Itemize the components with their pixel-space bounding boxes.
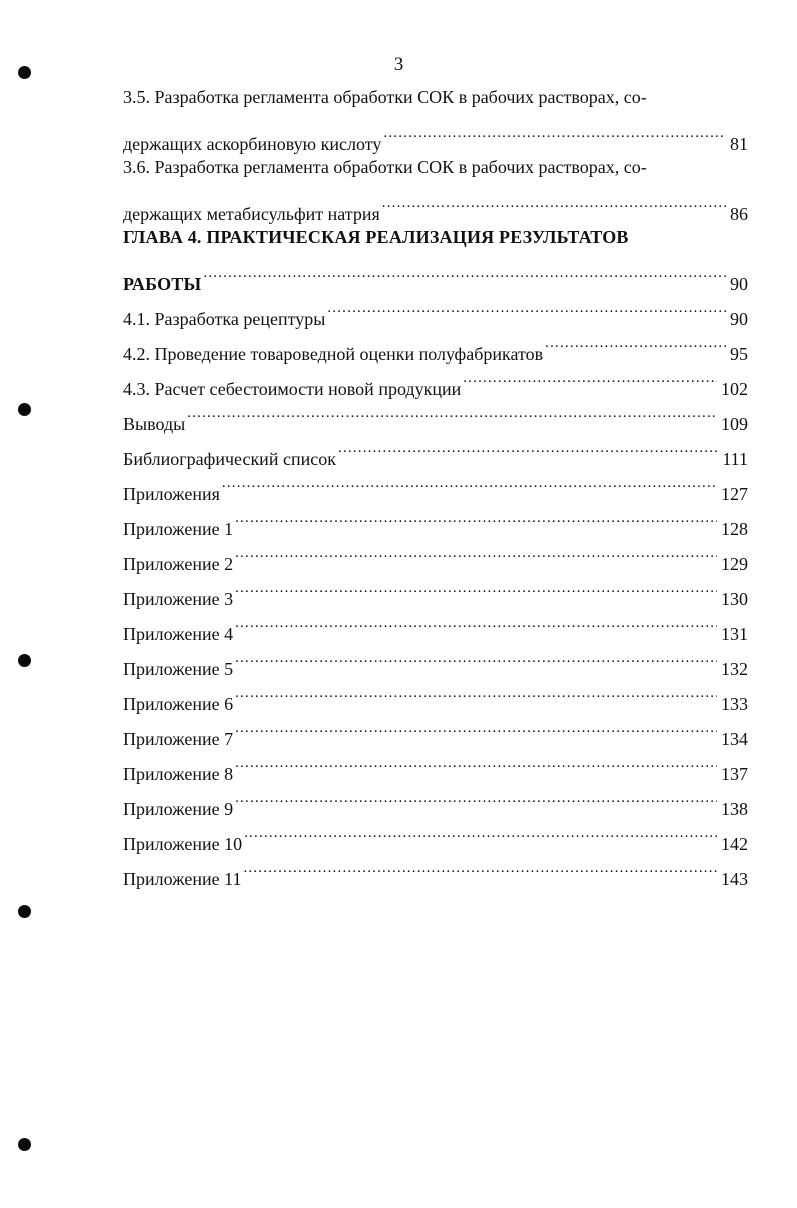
- toc-entry-4-1: [123, 290, 748, 329]
- toc-entry-page: 134: [721, 729, 748, 749]
- toc-entry-page: 142: [721, 834, 748, 854]
- dot-leader: [235, 570, 717, 605]
- toc-entry-page: 90: [730, 274, 748, 294]
- dot-leader: [235, 605, 717, 640]
- toc-entry-title: Приложение 6: [123, 694, 234, 714]
- toc-entry-page: 133: [721, 694, 748, 714]
- dot-leader: [235, 710, 717, 745]
- dot-leader: [463, 360, 717, 395]
- toc-entry-title: Выводы: [123, 414, 186, 434]
- dot-leader: [203, 255, 726, 290]
- toc-entry-3-5-line1: 3.5. Разработка регламента обработки СОК в рабочих растворах, со-: [123, 87, 647, 107]
- toc-entry-title: Приложение 9: [123, 799, 234, 819]
- toc-entry-page: 130: [721, 589, 748, 609]
- table-of-contents: [123, 80, 748, 889]
- dot-leader: [187, 395, 717, 430]
- toc-entry-3-5: [123, 115, 748, 154]
- toc-entry-page: 128: [721, 519, 748, 539]
- dot-leader: [244, 815, 717, 850]
- toc-entry-title: держащих метабисульфит натрия: [123, 204, 380, 224]
- dot-leader: [243, 850, 717, 885]
- dot-leader: [338, 430, 718, 465]
- toc-entry-page: 95: [730, 344, 748, 364]
- toc-entry-page: 137: [721, 764, 748, 784]
- dot-leader: [235, 535, 717, 570]
- toc-entry-title: Приложения: [123, 484, 220, 504]
- toc-chapter-4-line1: ГЛАВА 4. ПРАКТИЧЕСКАЯ РЕАЛИЗАЦИЯ РЕЗУЛЬТАТОВ: [123, 227, 629, 247]
- toc-entry-page: 138: [721, 799, 748, 819]
- toc-entry-page: 127: [721, 484, 748, 504]
- dot-leader: [222, 465, 717, 500]
- dot-leader: [235, 745, 717, 780]
- toc-entry-title: Приложение 1: [123, 519, 234, 539]
- toc-entry-title: 4.2. Проведение товароведной оценки полуфабрикатов: [123, 344, 544, 364]
- toc-entry-title: Приложение 3: [123, 589, 234, 609]
- toc-entry-title: Приложение 4: [123, 624, 234, 644]
- dot-leader: [235, 780, 717, 815]
- dot-leader: [235, 675, 717, 710]
- toc-entry-title: Приложение 5: [123, 659, 234, 679]
- dot-leader: [235, 640, 717, 675]
- toc-entry-page: 102: [721, 379, 748, 399]
- toc-entry-page: 90: [730, 309, 748, 329]
- punch-hole-2: [18, 403, 31, 416]
- toc-entry-conclusions: [123, 395, 748, 434]
- toc-entry-title: держащих аскорбиновую кислоту: [123, 134, 382, 154]
- toc-entry-title: Приложение 7: [123, 729, 234, 749]
- dot-leader: [327, 290, 726, 325]
- toc-entry-title: 4.3. Расчет себестоимости новой продукции: [123, 379, 462, 399]
- punch-hole-4: [18, 905, 31, 918]
- toc-entry-page: 143: [721, 869, 748, 889]
- dot-leader: [383, 115, 726, 150]
- toc-entry-3-6: [123, 185, 748, 224]
- toc-entry-page: 132: [721, 659, 748, 679]
- toc-entry-title: Приложение 10: [123, 834, 243, 854]
- toc-entry-title: Приложение 11: [123, 869, 242, 889]
- punch-hole-5: [18, 1138, 31, 1151]
- toc-entry-bibliography: [123, 430, 748, 469]
- punch-hole-3: [18, 654, 31, 667]
- toc-entry-title: Приложение 8: [123, 764, 234, 784]
- toc-entry-page: 81: [730, 134, 748, 154]
- toc-entry-3-6-line1: 3.6. Разработка регламента обработки СОК в рабочих растворах, со-: [123, 157, 647, 177]
- toc-chapter-4: [123, 255, 748, 294]
- toc-entry-page: 86: [730, 204, 748, 224]
- toc-entry-title: Библиографический список: [123, 449, 336, 469]
- toc-entry-page: 131: [721, 624, 748, 644]
- toc-entry-page: 109: [721, 414, 748, 434]
- toc-entry-title: 4.1. Разработка рецептуры: [123, 309, 326, 329]
- toc-entry-page: 111: [722, 449, 748, 469]
- dot-leader: [382, 185, 726, 220]
- dot-leader: [235, 500, 717, 535]
- page-number: 3: [393, 54, 404, 75]
- dot-leader: [545, 325, 726, 360]
- toc-entry-title: РАБОТЫ: [123, 274, 202, 294]
- toc-entry-page: 129: [721, 554, 748, 574]
- toc-entry-title: Приложение 2: [123, 554, 234, 574]
